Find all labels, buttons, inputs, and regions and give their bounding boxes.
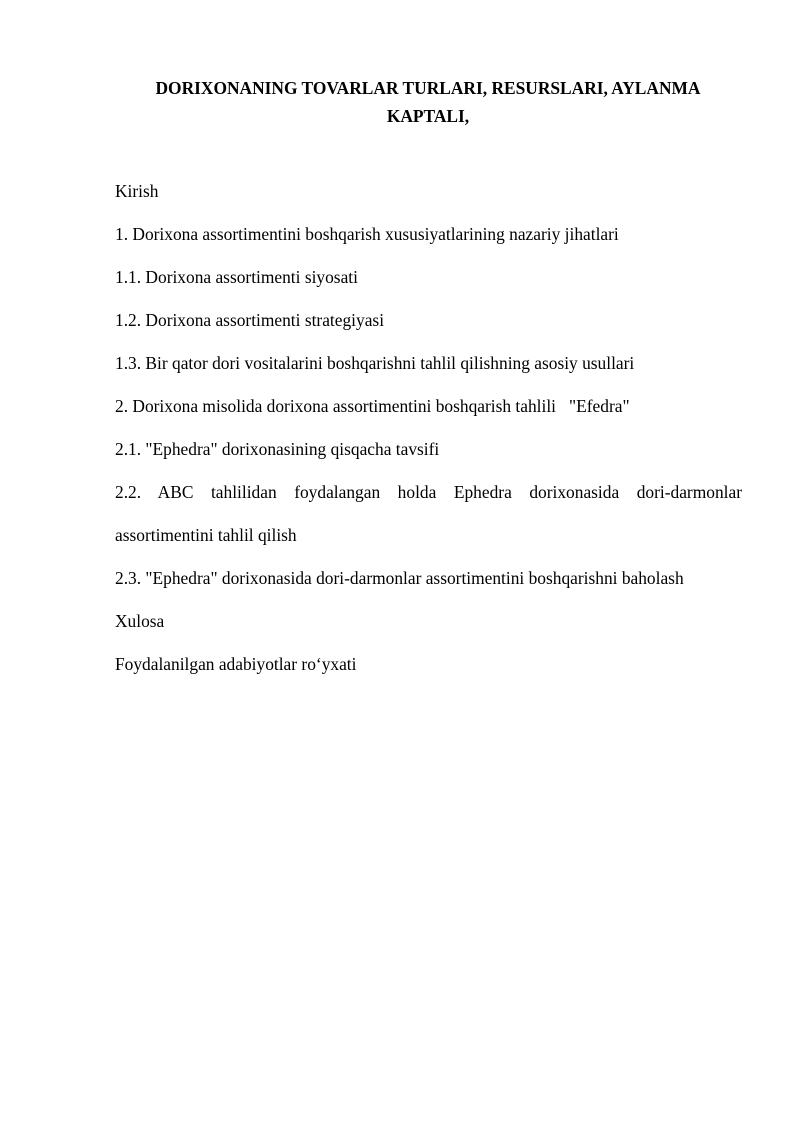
toc-item-intro: Kirish	[115, 181, 159, 201]
title-line-2: KAPTALI,	[386, 106, 470, 126]
toc-item-references: Foydalanilgan adabiyotlar ro‘yxati	[115, 654, 357, 674]
document-title	[115, 74, 741, 130]
toc-item-2-2-line-2: assortimentini tahlil qilish	[115, 525, 297, 545]
title-line-1: DORIXONANING TOVARLAR TURLARI, RESURSLARI, AYLANMA	[155, 78, 701, 98]
toc-item-1: 1. Dorixona assortimentini boshqarish xususiyatlarining nazariy jihatlari	[115, 224, 619, 244]
toc-item-conclusion: Xulosa	[115, 611, 165, 631]
toc-item-2-2-line-1: 2.2. ABC tahlilidan foydalangan holda Ephedra dorixonasida dori-darmonlar	[115, 482, 742, 502]
toc-item-1-3: 1.3. Bir qator dori vositalarini boshqarishni tahlil qilishning asosiy usullari	[115, 353, 635, 373]
toc-item-2-3: 2.3. "Ephedra" dorixonasida dori-darmonlar assortimentini boshqarishni baholash	[115, 568, 684, 588]
toc-item-1-2: 1.2. Dorixona assortimenti strategiyasi	[115, 310, 385, 330]
toc-item-1-1: 1.1. Dorixona assortimenti siyosati	[115, 267, 358, 287]
table-of-contents	[115, 170, 742, 686]
toc-item-2: 2. Dorixona misolida dorixona assortimentini boshqarish tahlili "Efedra"	[115, 396, 630, 416]
toc-item-2-1: 2.1. "Ephedra" dorixonasining qisqacha tavsifi	[115, 439, 440, 459]
